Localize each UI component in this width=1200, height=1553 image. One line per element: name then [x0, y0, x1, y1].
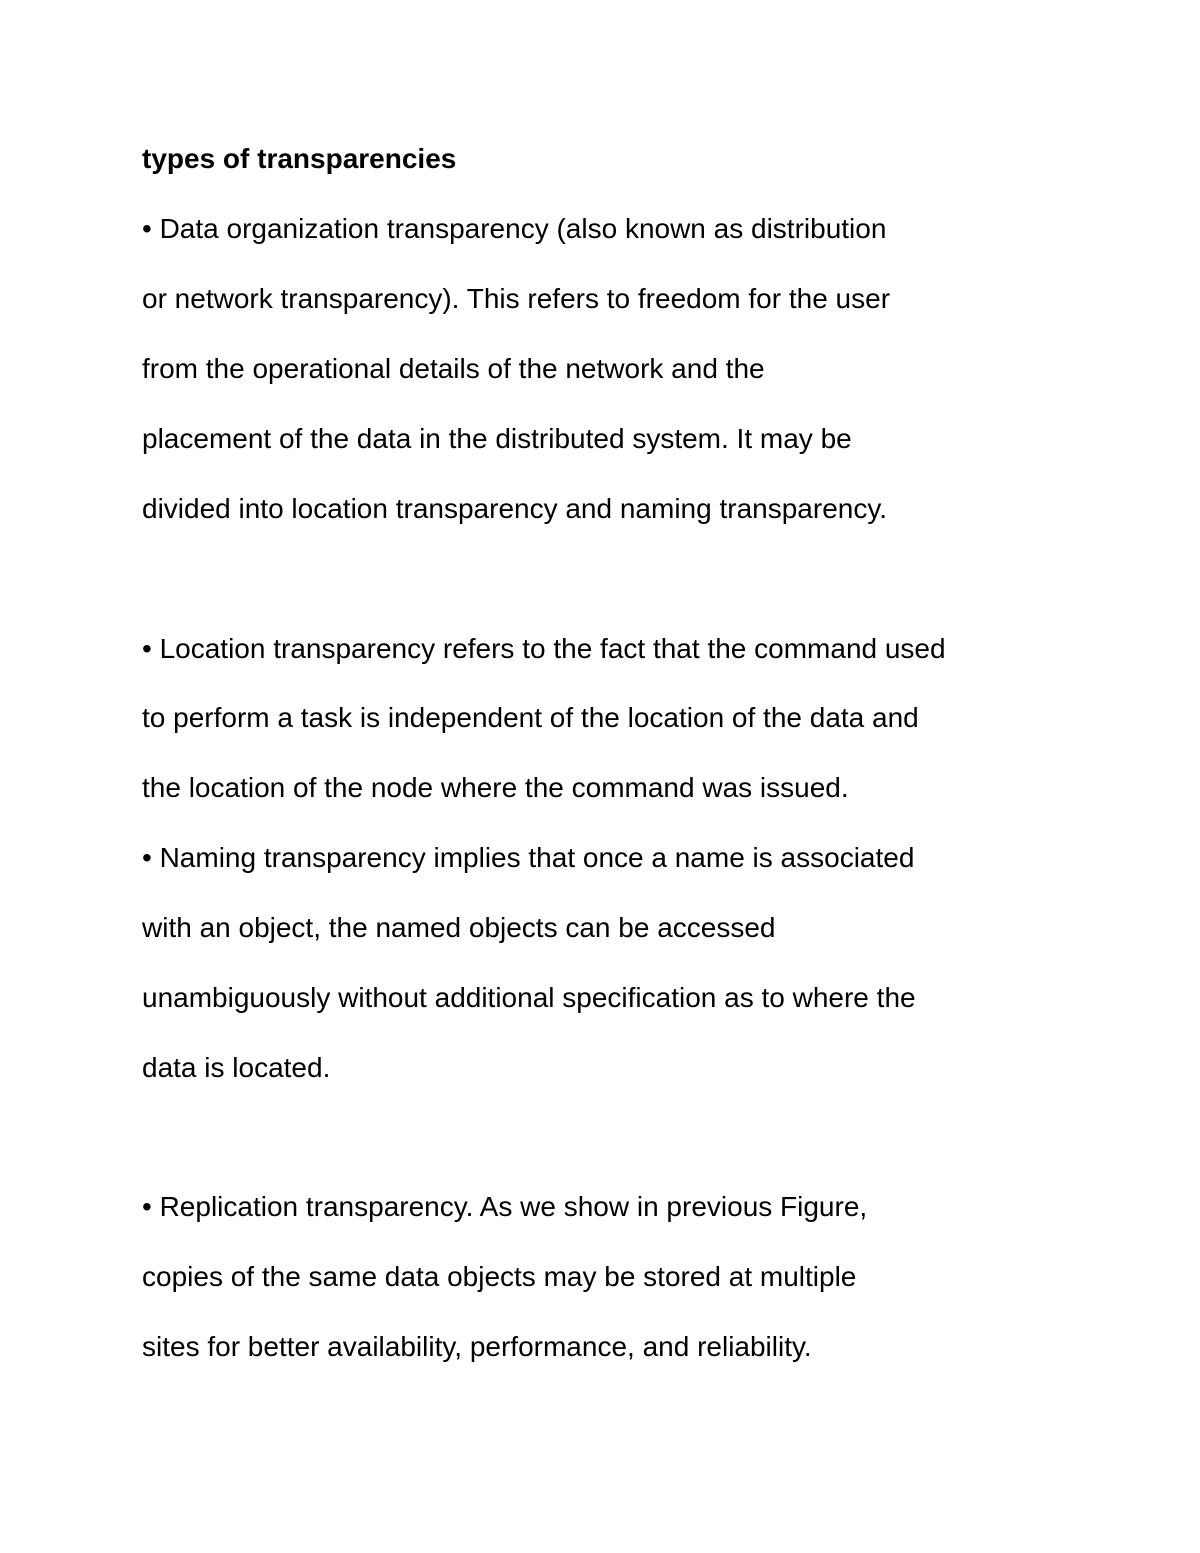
paragraph-line: • Location transparency refers to the fact that the command used	[142, 633, 946, 664]
paragraph-line: or network transparency). This refers to freedom for the user	[142, 283, 891, 314]
paragraph-line: • Replication transparency. As we show in previous Figure,	[142, 1191, 868, 1222]
paragraph-line: • Naming transparency implies that once a name is associated	[142, 842, 915, 873]
paragraph-line: unambiguously without additional specification as to where the	[142, 982, 916, 1013]
paragraph-line: data is located.	[142, 1052, 331, 1083]
paragraph-line: with an object, the named objects can be accessed	[142, 912, 776, 943]
paragraph-line: the location of the node where the command was issued.	[142, 772, 849, 803]
paragraph-line: placement of the data in the distributed system. It may be	[142, 423, 852, 454]
paragraph-line: divided into location transparency and naming transparency.	[142, 493, 888, 524]
paragraph-line: copies of the same data objects may be stored at multiple	[142, 1261, 857, 1292]
paragraph-line: to perform a task is independent of the location of the data and	[142, 702, 919, 733]
paragraph-line: • Data organization transparency (also known as distribution	[142, 213, 887, 244]
paragraph-line: from the operational details of the network and the	[142, 353, 765, 384]
paragraph-line: sites for better availability, performance, and reliability.	[142, 1331, 812, 1362]
document-heading: types of transparencies	[142, 143, 457, 174]
